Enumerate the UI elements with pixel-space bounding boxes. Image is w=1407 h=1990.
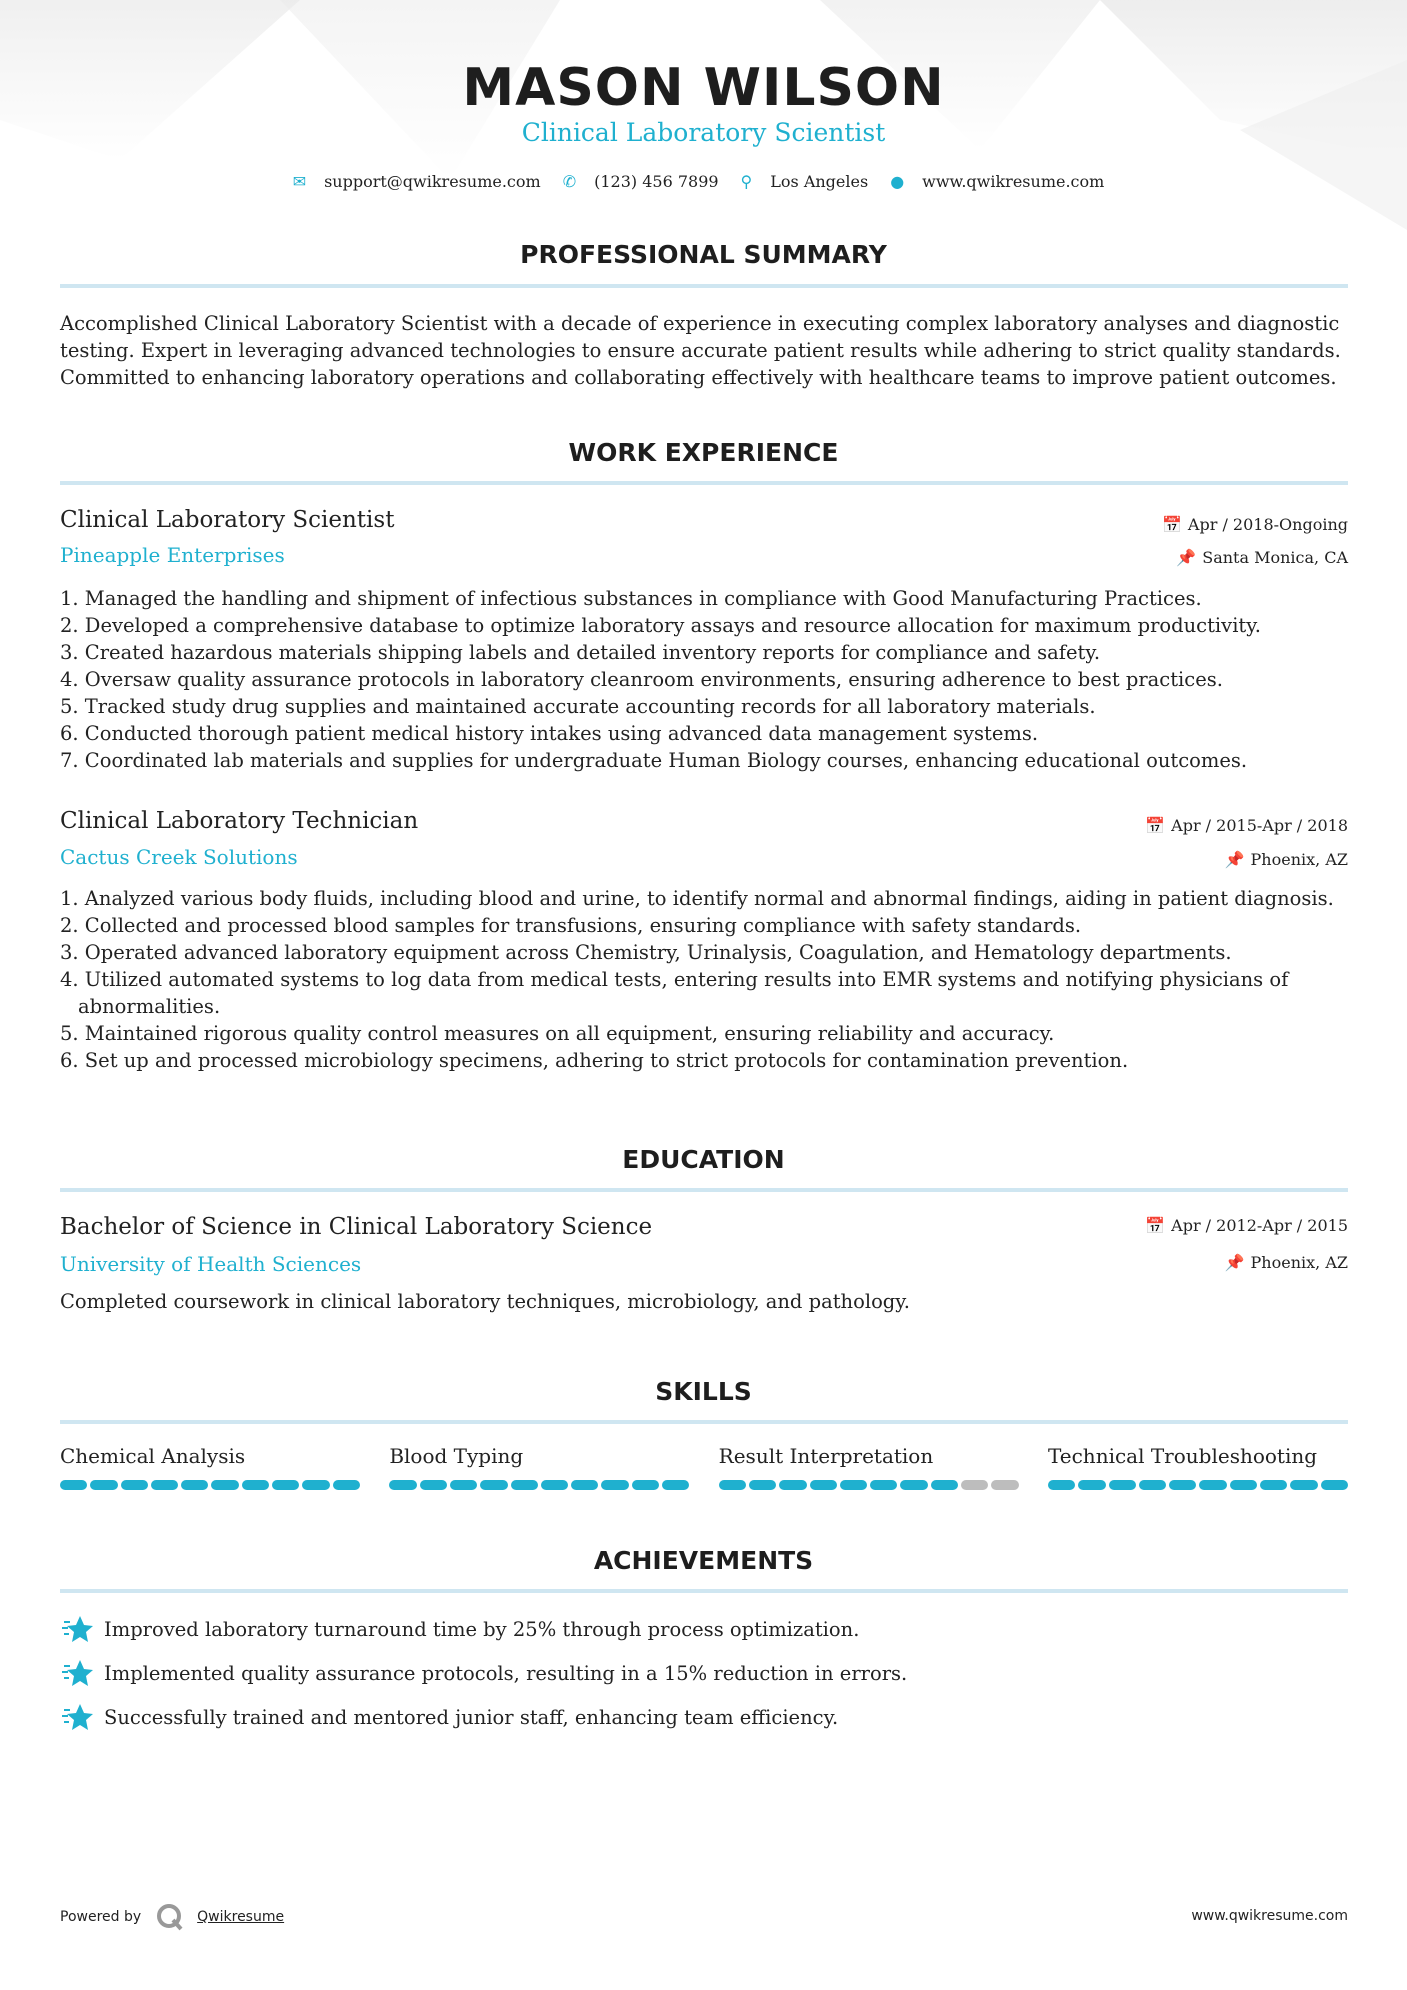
- skill-level-bar: [1048, 1480, 1348, 1490]
- school: University of Health Sciences: [60, 1252, 362, 1276]
- skill-segment: [749, 1480, 776, 1490]
- skill-segment: [121, 1480, 148, 1490]
- education-location: 📌 Phoenix, AZ: [1224, 1253, 1348, 1272]
- skill-name: Technical Troubleshooting: [1047, 1444, 1318, 1468]
- brand-link[interactable]: Qwikresume: [197, 1909, 285, 1925]
- footer-website[interactable]: www.qwikresume.com: [1191, 1908, 1348, 1924]
- degree: Bachelor of Science in Clinical Laboratory Science: [60, 1214, 653, 1240]
- skill-segment: [302, 1480, 329, 1490]
- skill-segment: [151, 1480, 178, 1490]
- list-item: 2. Developed a comprehensive database to optimize laboratory assays and resource allocation for maximum productivity.: [60, 614, 1261, 637]
- list-item: 3. Operated advanced laboratory equipment across Chemistry, Urinalysis, Coagulation, and Hematology departments.: [60, 941, 1232, 964]
- achievement-text: Improved laboratory turnaround time by 25% through process optimization.: [104, 1617, 860, 1641]
- skill-segment: [1260, 1480, 1287, 1490]
- skill-segment: [90, 1480, 117, 1490]
- job-location: 📌 Santa Monica, CA: [1176, 548, 1348, 567]
- skill-level-bar: [389, 1480, 689, 1490]
- candidate-title: Clinical Laboratory Scientist: [521, 118, 886, 147]
- achievement-item: [60, 1658, 907, 1688]
- pin-icon: 📌: [1224, 850, 1245, 869]
- phone-icon: ✆: [562, 172, 577, 191]
- skill-segment: [571, 1480, 598, 1490]
- skill-segment: [272, 1480, 299, 1490]
- pin-icon: 📌: [1176, 548, 1197, 567]
- skill-segment: [931, 1480, 958, 1490]
- star-icon: [60, 1702, 94, 1732]
- job-date: 📅 Apr / 2018-Ongoing: [1161, 515, 1348, 534]
- skill-segment: [1321, 1480, 1348, 1490]
- summary-text: Accomplished Clinical Laboratory Scientist with a decade of experience in executing complex laboratory analyses and diagnostic testing. Expert in leveraging advanced technologies to ensure accurate patient results while adhering to strict quality standards. Committed to enhancing laboratory operations and collaborating effectively with healthcare teams to improve patient outcomes.: [60, 312, 1341, 389]
- skill-level-bar: [719, 1480, 1019, 1490]
- skill-segment: [1199, 1480, 1226, 1490]
- skill-name: Blood Typing: [389, 1444, 524, 1468]
- calendar-icon: 📅: [1145, 816, 1166, 835]
- skill-segment: [242, 1480, 269, 1490]
- achievement-item: [60, 1614, 859, 1644]
- skill-segment: [60, 1480, 87, 1490]
- list-item: 4. Oversaw quality assurance protocols in laboratory cleanroom environments, ensuring adherence to best practices.: [60, 668, 1223, 691]
- list-item: 6. Conducted thorough patient medical history intakes using advanced data management systems.: [60, 722, 1039, 745]
- job-date: 📅 Apr / 2015-Apr / 2018: [1145, 816, 1348, 835]
- achievement-item: [60, 1702, 838, 1732]
- skill-segment: [632, 1480, 659, 1490]
- pin-icon: 📌: [1224, 1253, 1245, 1272]
- skill-segment: [719, 1480, 746, 1490]
- contact-bar: [0, 172, 1407, 191]
- qwikresume-logo-icon: [155, 1902, 185, 1932]
- skill-segment: [900, 1480, 927, 1490]
- list-item: 3. Created hazardous materials shipping labels and detailed inventory reports for compliance and safety.: [60, 641, 1101, 664]
- skill-segment: [779, 1480, 806, 1490]
- job-company: Pineapple Enterprises: [60, 543, 285, 567]
- globe-icon: ●: [890, 172, 905, 191]
- skill-name: Result Interpretation: [718, 1444, 934, 1468]
- skill-segment: [662, 1480, 689, 1490]
- experience-heading: WORK EXPERIENCE: [568, 438, 839, 467]
- contact-phone[interactable]: (123) 456 7899: [594, 172, 719, 191]
- skill-segment: [450, 1480, 477, 1490]
- list-item: 5. Maintained rigorous quality control measures on all equipment, ensuring reliability and accuracy.: [60, 1022, 1055, 1045]
- skill-item: [719, 1444, 1019, 1490]
- contact-website[interactable]: www.qwikresume.com: [922, 172, 1105, 191]
- achievement-text: Successfully trained and mentored junior staff, enhancing team efficiency.: [104, 1705, 839, 1729]
- skill-item: [1048, 1444, 1348, 1490]
- achievements-heading: ACHIEVEMENTS: [593, 1546, 814, 1575]
- skill-segment: [1290, 1480, 1317, 1490]
- list-item: 2. Collected and processed blood samples for transfusions, ensuring compliance with safety standards.: [60, 914, 1082, 937]
- divider: [60, 481, 1348, 485]
- skills-list: [60, 1444, 1348, 1490]
- skill-segment: [420, 1480, 447, 1490]
- calendar-icon: 📅: [1161, 515, 1182, 534]
- skill-segment: [181, 1480, 208, 1490]
- list-item: 7. Coordinated lab materials and supplies for undergraduate Human Biology courses, enhancing educational outcomes.: [60, 749, 1248, 772]
- list-item: 5. Tracked study drug supplies and maintained accurate accounting records for all laboratory materials.: [60, 695, 1096, 718]
- skill-segment: [480, 1480, 507, 1490]
- skill-level-bar: [60, 1480, 360, 1490]
- contact-email[interactable]: support@qwikresume.com: [324, 172, 541, 191]
- skill-segment: [541, 1480, 568, 1490]
- map-pin-icon: ⚲: [740, 172, 753, 191]
- divider: [60, 284, 1348, 288]
- skill-segment: [1169, 1480, 1196, 1490]
- skill-segment: [1109, 1480, 1136, 1490]
- skill-segment: [810, 1480, 837, 1490]
- star-icon: [60, 1658, 94, 1688]
- mail-icon: ✉: [292, 172, 307, 191]
- skill-segment: [961, 1480, 988, 1490]
- contact-location: Los Angeles: [770, 172, 869, 191]
- job-company: Cactus Creek Solutions: [60, 845, 298, 869]
- powered-by-label: Powered by: [60, 1909, 142, 1925]
- skill-segment: [1048, 1480, 1075, 1490]
- skill-name: Chemical Analysis: [60, 1444, 246, 1468]
- footer-left: [60, 1902, 284, 1932]
- job-location: 📌 Phoenix, AZ: [1224, 850, 1348, 869]
- calendar-icon: 📅: [1145, 1216, 1166, 1235]
- education-heading: EDUCATION: [622, 1145, 785, 1174]
- list-item: 1. Managed the handling and shipment of infectious substances in compliance with Good Manufacturing Practices.: [60, 587, 1202, 610]
- star-icon: [60, 1614, 94, 1644]
- education-date: 📅 Apr / 2012-Apr / 2015: [1145, 1216, 1348, 1235]
- skills-heading: SKILLS: [655, 1377, 752, 1406]
- summary-heading: PROFESSIONAL SUMMARY: [520, 240, 887, 269]
- job-bullets: [60, 885, 1350, 1074]
- achievement-text: Implemented quality assurance protocols, resulting in a 15% reduction in errors.: [104, 1661, 908, 1685]
- skill-segment: [1230, 1480, 1257, 1490]
- list-item: 6. Set up and processed microbiology specimens, adhering to strict protocols for contamination prevention.: [60, 1049, 1129, 1072]
- job-title: Clinical Laboratory Scientist: [60, 507, 395, 533]
- job-title: Clinical Laboratory Technician: [60, 808, 419, 834]
- skill-item: [60, 1444, 360, 1490]
- candidate-name: MASON WILSON: [462, 58, 945, 118]
- skill-segment: [1139, 1480, 1166, 1490]
- skill-segment: [1078, 1480, 1105, 1490]
- list-item: 1. Analyzed various body fluids, including blood and urine, to identify normal and abnormal findings, aiding in patient diagnosis.: [60, 887, 1334, 910]
- skill-segment: [991, 1480, 1018, 1490]
- divider: [60, 1188, 1348, 1192]
- skill-segment: [840, 1480, 867, 1490]
- skill-segment: [389, 1480, 416, 1490]
- skill-segment: [511, 1480, 538, 1490]
- skill-segment: [211, 1480, 238, 1490]
- list-item: 4. Utilized automated systems to log data from medical tests, entering results into EMR systems and notifying physicians of abnormalities.: [60, 968, 1289, 1018]
- skill-segment: [601, 1480, 628, 1490]
- job-bullets: [60, 585, 1350, 774]
- skill-item: [389, 1444, 689, 1490]
- divider: [60, 1589, 1348, 1593]
- divider: [60, 1420, 1348, 1424]
- education-description: Completed coursework in clinical laboratory techniques, microbiology, and pathology.: [60, 1290, 910, 1313]
- skill-segment: [333, 1480, 360, 1490]
- skill-segment: [870, 1480, 897, 1490]
